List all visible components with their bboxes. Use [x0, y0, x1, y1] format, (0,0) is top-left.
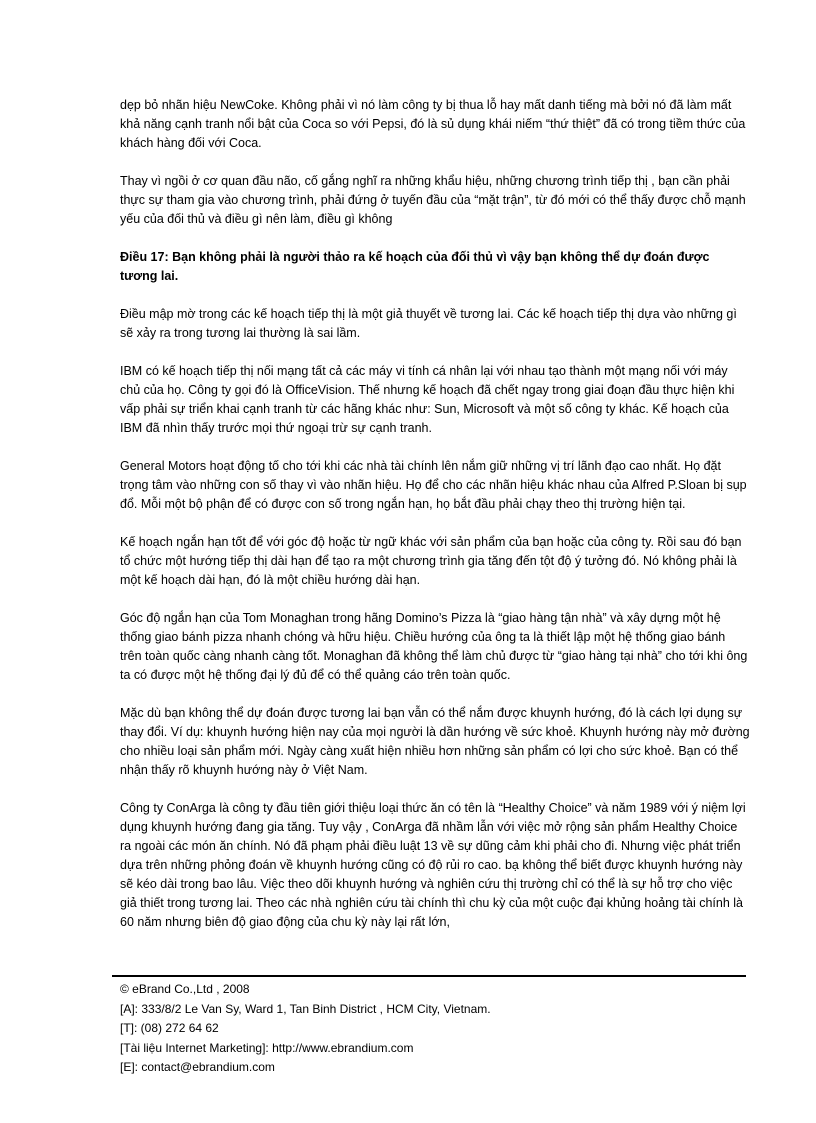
paragraph-marketing-plans: Điều mập mờ trong các kế hoạch tiếp thị là một giả thuyết về tương lai. Các kế hoạch tiếp thị dựa vào những gì sẽ xảy ra trong tương lai thường là sai lầm. — [120, 307, 737, 340]
body-text — [120, 96, 750, 951]
footer-email: [E]: contact@ebrandium.com — [120, 1060, 275, 1074]
section-heading-rule-17: Điều 17: Bạn không phải là người thảo ra kế hoạch của đối thủ vì vậy bạn không thể dự đoán được tương lai. — [120, 250, 710, 283]
footer-website: [Tài liệu Internet Marketing]: http://www.ebrandium.com — [120, 1040, 414, 1055]
paragraph-conarga: Công ty ConArga là công ty đầu tiên giới thiệu loại thức ăn có tên là “Healthy Choice” và năm 1989 với ý niệm lợi dụng khuynh hướng đang gia tăng. Tuy vậy , ConArga đã nhầm lẫn với việc mở rộng sản phẩm Healthy Choice ra ngoài các món ăn chính. Nó đã phạm phải điều luật 13 về sự dũng cảm khi phải cho đi. Nhưng việc phát triển dựa trên những phỏng đoán về khuynh hướng cũng có độ rủi ro cao. bạ không thể biết được khuynh hướng này sẽ kéo dài trong bao lâu. Việc theo dõi khuynh hướng và nghiên cứu thị trường chỉ có thể là sự hỗ trợ cho việc giả thiết trong tương lai. Theo các nhà nghiên cứu tài chính thì chu kỳ của một cuộc đại khủng hoảng tài chính là 60 năm nhưng biên độ giao động của chu kỳ này lại rất lớn, — [120, 801, 746, 929]
paragraph-newcoke: dẹp bỏ nhãn hiệu NewCoke. Không phải vì nó làm công ty bị thua lỗ hay mất danh tiếng mà bởi nó đã làm mất khả năng cạnh tranh nổi bật của Coca so với Pepsi, đó là sủ dụng khái niếm “thứ thiệt” đã có trong tiềm thức của khách hàng đối với Coca. — [120, 98, 746, 150]
paragraph-dominos: Góc độ ngắn hạn của Tom Monaghan trong hãng Domino’s Pizza là “giao hàng tận nhà” và xây dựng một hệ thống giao bánh pizza nhanh chóng và hữu hiệu. Chiều hướng của ông ta là thiết lập một hệ thống giao bánh trên toàn quốc càng nhanh càng tốt. Monaghan đã không thể làm chủ được từ “giao hàng tại nhà” cho tới khi ông ta có được một hệ thống đại lý đủ để có thể quảng cáo trên toàn quốc. — [120, 611, 748, 682]
footer-phone: [T]: (08) 272 64 62 — [120, 1021, 219, 1035]
page-footer — [120, 980, 750, 1078]
paragraph-general-motors: General Motors hoạt động tố cho tới khi các nhà tài chính lên nắm giữ những vị trí lãnh đạo cao nhất. Họ đặt trọng tâm vào những con số thay vì vào nhãn hiệu. Họ để cho các nhãn hiệu khác nhau của Alfred P.Sloan bị sụp đổ. Mỗi một bộ phận để có được con số trong ngắn hạn, họ bắt đầu phải chạy theo thị trường hiện tại. — [120, 459, 747, 511]
paragraph-frontline: Thay vì ngồi ở cơ quan đầu não, cố gắng nghĩ ra những khẩu hiệu, những chương trình tiếp thị , bạn cần phải thực sự tham gia vào chương trình, phải đứng ở tuyến đầu của “mặt trận”, từ đó mới có thể thấy được chỗ mạnh yếu của đối thủ và điều gì nên làm, điều gì không — [120, 174, 746, 226]
paragraph-ibm: IBM có kế hoạch tiếp thị nối mạng tất cả các máy vi tính cá nhân lại với nhau tạo thành một mạng nối với máy chủ của họ. Công ty gọi đó là OfficeVision. Thế nhưng kế hoạch đã chết ngay trong giai đoạn đầu thực hiện khi vấp phải sự triển khai cạnh tranh từ các hãng khác như: Sun, Microsoft và một số công ty khác. Kế hoạch của IBM đã nhìn thấy trước mọi thứ ngoại trừ sự cạnh tranh. — [120, 364, 735, 435]
footer-divider — [112, 975, 746, 977]
paragraph-trends: Mặc dù bạn không thể dự đoán được tương lai bạn vẫn có thể nắm được khuynh hướng, đó là cách lợi dụng sự thay đổi. Ví dụ: khuynh hướng hiện nay của mọi người là dần hướng về sức khoẻ. Khuynh hướng này mở đường cho nhiều loại sản phẩm mới. Ngày càng xuất hiện nhiều hơn những sản phẩm có lợi cho sức khoẻ. Bạn có thể nhận thấy rõ khuynh hướng này ở Việt Nam. — [120, 706, 750, 777]
footer-copyright: © eBrand Co.,Ltd , 2008 — [120, 982, 250, 996]
footer-address: [A]: 333/8/2 Le Van Sy, Ward 1, Tan Binh District , HCM City, Vietnam. — [120, 1001, 491, 1016]
paragraph-short-term-plan: Kế hoạch ngắn hạn tốt để với góc độ hoặc từ ngữ khác với sản phẩm của bạn hoặc của công ty. Rồi sau đó bạn tổ chức một hướng tiếp thị dài hạn để tạo ra một chương trình gia tăng đến tột độ ý tưởng đó. Nó không phải là một kế hoạch dài hạn, đó là một chiều hướng dài hạn. — [120, 535, 742, 587]
